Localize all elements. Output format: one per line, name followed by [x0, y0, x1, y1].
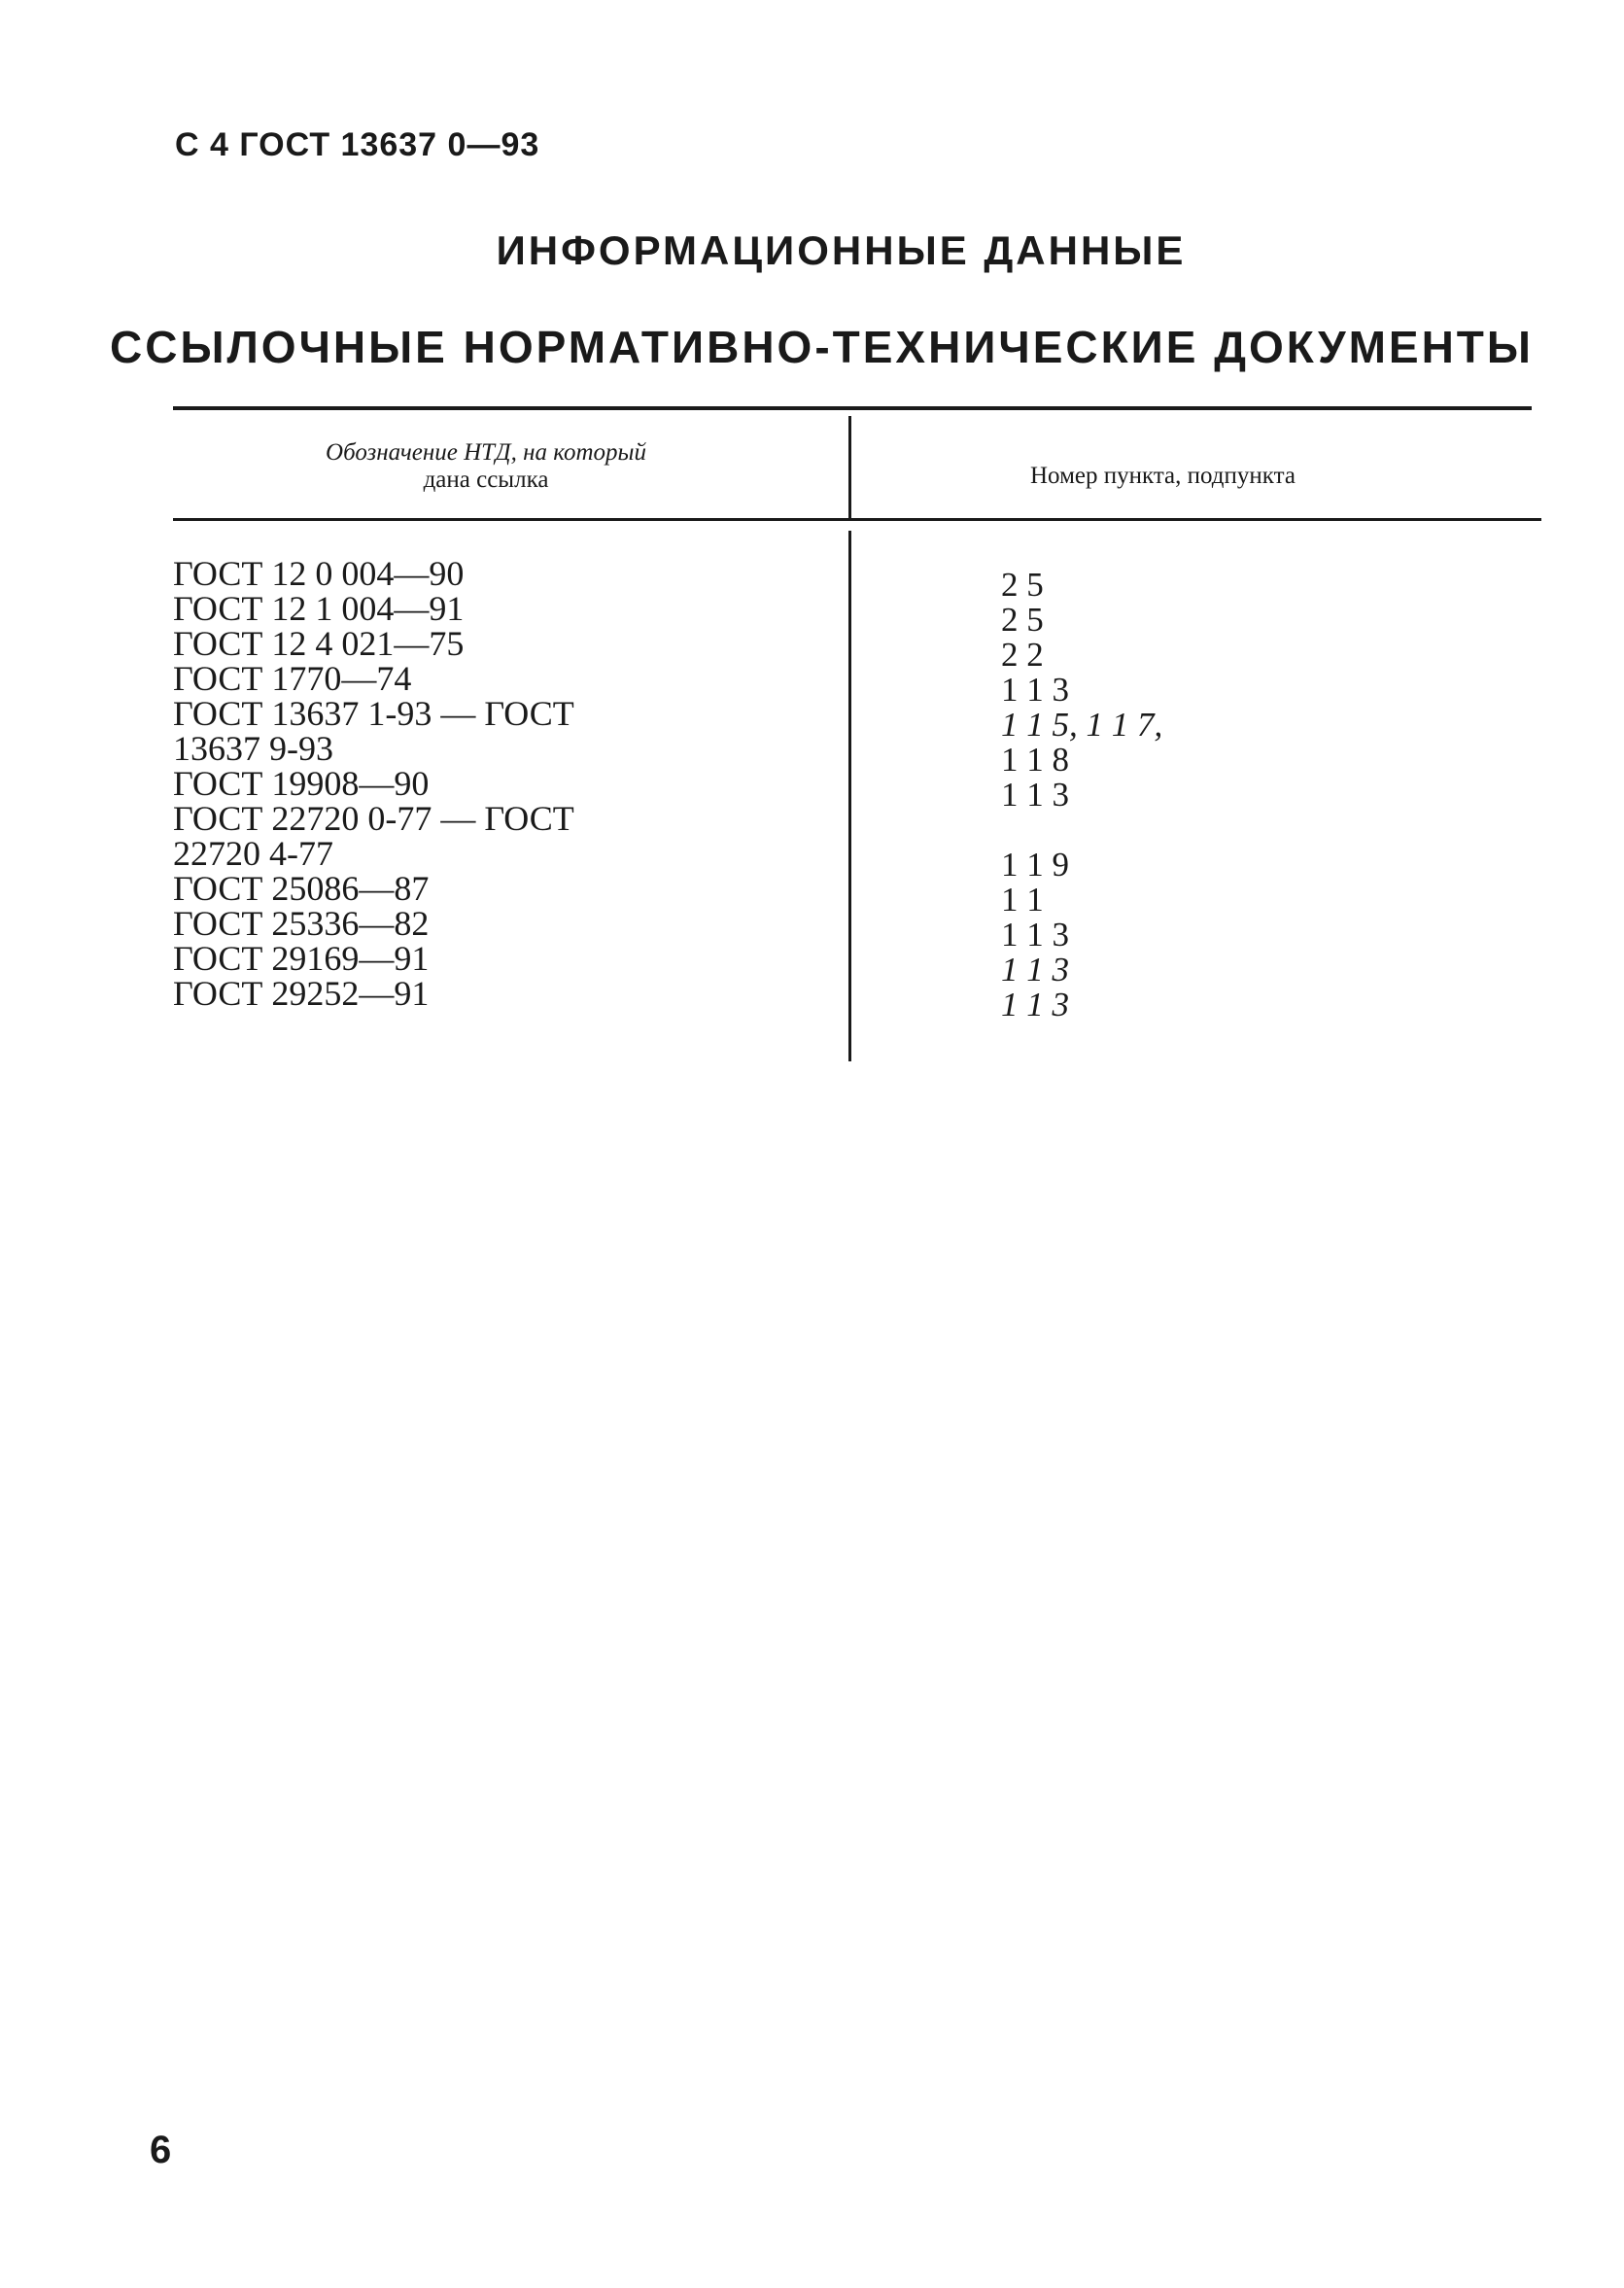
document-row: 13637 9-93	[173, 729, 333, 768]
clause-row: 1 1 3	[1001, 776, 1069, 814]
document-row: ГОСТ 13637 1-93 — ГОСТ	[173, 694, 574, 733]
document-row: ГОСТ 19908—90	[173, 764, 430, 803]
column-header-document-line1: Обозначение НТД, на который	[326, 439, 646, 466]
column-header-document-line2: дана ссылка	[423, 467, 549, 493]
document-title: ИНФОРМАЦИОННЫЕ ДАННЫЕ	[496, 227, 1187, 273]
running-head: С 4 ГОСТ 13637 0—93	[175, 126, 540, 163]
clause-row	[1001, 813, 1409, 848]
document-row: ГОСТ 25086—87	[173, 869, 430, 908]
clause-row: 2 5	[1001, 566, 1044, 604]
clause-row: 1 1 3	[1001, 986, 1069, 1023]
clause-row: 1 1 8	[1001, 741, 1069, 779]
document-row: ГОСТ 22720 0-77 — ГОСТ	[173, 799, 574, 838]
document-row: ГОСТ 12 0 004—90	[173, 554, 465, 593]
clause-row: 1 1 3	[1001, 671, 1069, 709]
column-header-document	[194, 439, 777, 494]
table-header-rule	[173, 518, 1541, 521]
clause-row: 2 2	[1001, 636, 1044, 674]
document-list	[173, 556, 814, 1011]
document-row: ГОСТ 29252—91	[173, 974, 430, 1013]
clause-row: 1 1 5, 1 1 7,	[1001, 706, 1163, 744]
document-row: ГОСТ 1770—74	[173, 659, 412, 698]
table-header-divider	[848, 416, 851, 518]
page-number: 6	[150, 2129, 172, 2171]
table-body-divider	[848, 531, 851, 1061]
document-row: ГОСТ 29169—91	[173, 939, 430, 978]
document-row: ГОСТ 12 1 004—91	[173, 589, 465, 628]
document-row: ГОСТ 25336—82	[173, 904, 430, 943]
clause-row: 1 1	[1001, 881, 1044, 919]
clause-row: 1 1 3	[1001, 951, 1069, 988]
section-title: ССЫЛОЧНЫЕ НОРМАТИВНО-ТЕХНИЧЕСКИЕ ДОКУМЕНТЫ	[110, 322, 1534, 372]
clause-list	[1001, 568, 1409, 1023]
clause-row: 1 1 3	[1001, 916, 1069, 953]
column-header-clause: Номер пункта, подпункта	[1030, 463, 1296, 489]
table-top-rule	[173, 406, 1532, 410]
clause-row: 1 1 9	[1001, 846, 1069, 884]
document-row: 22720 4-77	[173, 834, 333, 873]
document-row: ГОСТ 12 4 021—75	[173, 624, 465, 663]
clause-row: 2 5	[1001, 601, 1044, 639]
